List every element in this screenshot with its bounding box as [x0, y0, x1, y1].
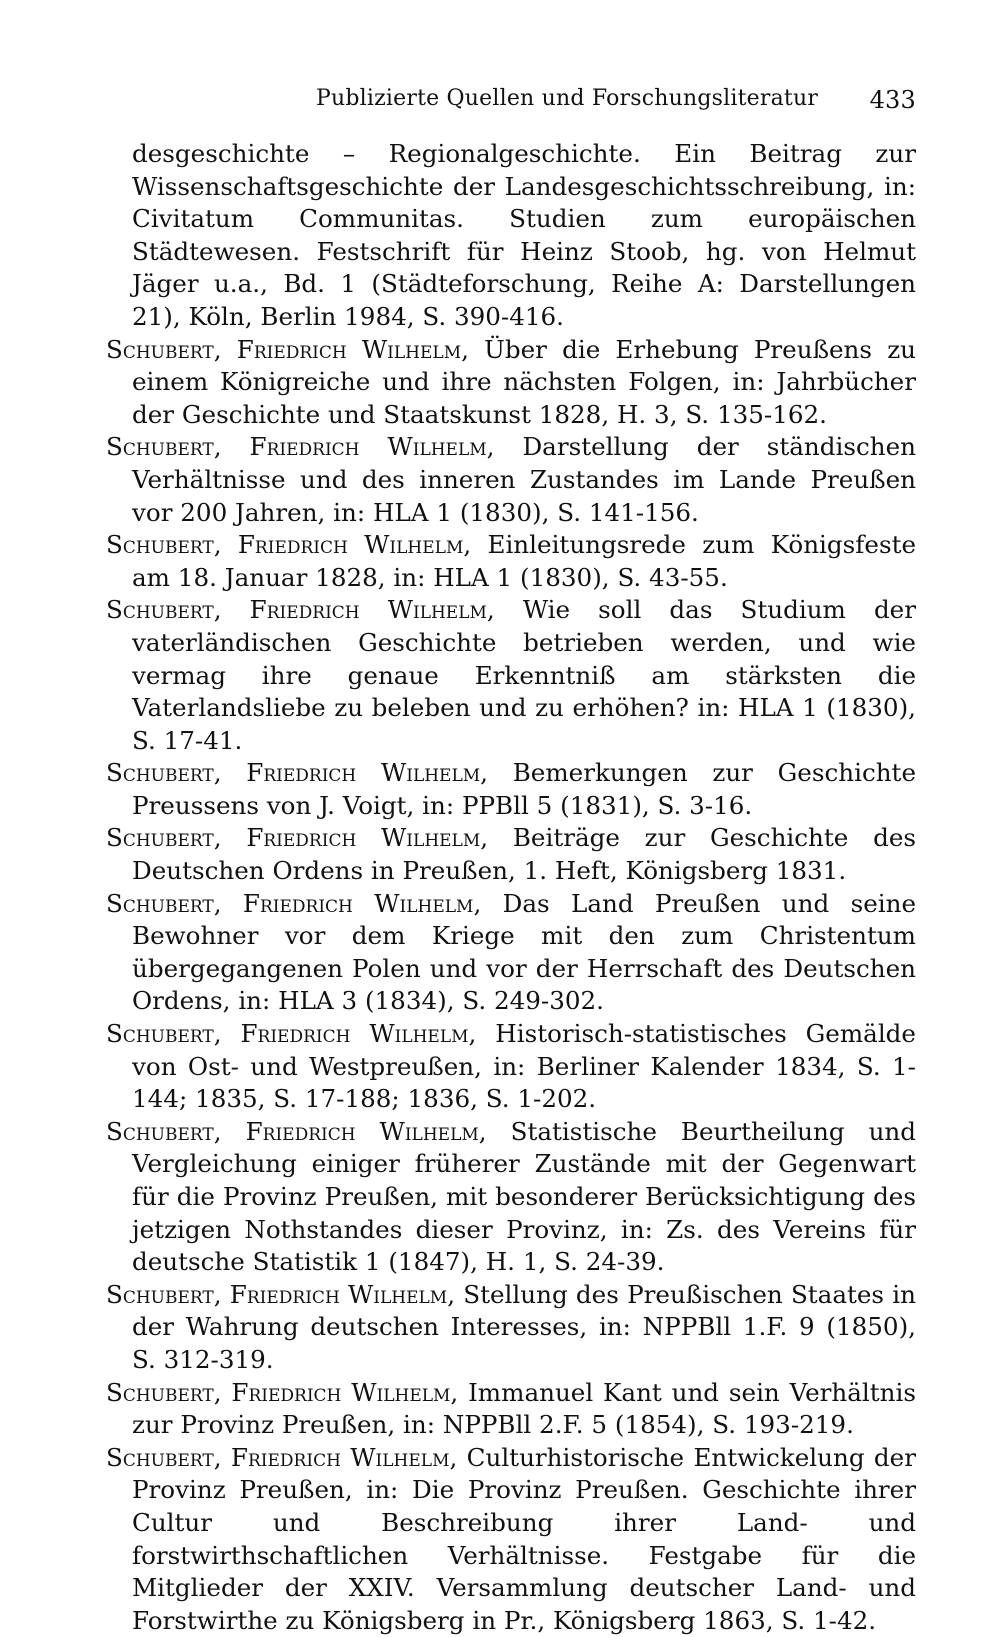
entry-author: Schubert, Friedrich Wilhelm, — [106, 1116, 487, 1146]
bibliography-entry — [106, 431, 916, 529]
bibliography-entry-continuation: desgeschichte – Regionalgeschichte. Ein Beitrag zur Wissenschaftsgeschichte der Landesgeschichtsschreibung, in: Civitatum Communitas. Studien zum europäischen Städtewesen. Festschrift für Heinz Stoob, hg. von Helmut Jäger u.a., Bd. 1 (Städteforschung, Reihe A: Darstellungen 21), Köln, Berlin 1984, S. 390-416. — [132, 139, 916, 331]
bibliography-entry — [106, 334, 916, 432]
bibliography-entry — [106, 822, 916, 887]
bibliography-list — [106, 138, 916, 1637]
entry-citation: Beiträge zur Geschichte des Deutschen Ordens in Preußen, 1. Heft, Königsberg 1831. — [132, 823, 916, 886]
entry-citation: Das Land Preußen und seine Bewohner vor dem Kriege mit den zum Christentum übergegangenen Polen und vor der Herrschaft des Deutschen Ordens, in: HLA 3 (1834), S. 249-302. — [132, 888, 917, 1016]
entry-author: Schubert, Friedrich Wilhelm, — [106, 888, 482, 918]
bibliography-entries — [106, 334, 916, 1637]
page-number: 433 — [869, 86, 916, 114]
entry-author: Schubert, Friedrich Wilhelm, — [106, 823, 489, 853]
entry-author: Schubert, Friedrich Wilhelm, — [106, 1442, 458, 1472]
entry-author: Schubert, Friedrich Wilhelm, — [106, 1377, 459, 1407]
bibliography-entry — [106, 1279, 916, 1377]
running-header-title: Publizierte Quellen und Forschungsliteratur — [316, 86, 819, 111]
entry-author: Schubert, Friedrich Wilhelm, — [106, 334, 469, 364]
entry-citation: Darstellung der ständischen Verhältnisse und des inneren Zustandes im Lande Preußen vor 200 Jahren, in: HLA 1 (1830), S. 141-156. — [132, 432, 916, 527]
entry-author: Schubert, Friedrich Wilhelm, — [106, 595, 495, 625]
entry-author: Schubert, Friedrich Wilhelm, — [106, 758, 488, 788]
entry-citation: Über die Erhebung Preußens zu einem Königreiche und ihre nächsten Folgen, in: Jahrbücher der Geschichte und Staatskunst 1828, H. 3, S. 135-162. — [132, 334, 916, 429]
bibliography-entry — [106, 529, 916, 594]
entry-citation: Culturhistorische Entwickelung der Provinz Preußen, in: Die Provinz Preußen. Geschichte ihrer Cultur und Beschreibung ihrer Land- und forstwirthschaftlichen Verhältnisse. Festgabe für die Mitglieder der XXIV. Versammlung deutscher Land- und Forstwirthe zu Königsberg in Pr., Königsberg 1863, S. 1-42. — [132, 1442, 916, 1635]
bibliography-entry — [106, 1377, 916, 1442]
entry-author: Schubert, Friedrich Wilhelm, — [106, 1019, 477, 1049]
entry-author: Schubert, Friedrich Wilhelm, — [106, 1279, 456, 1309]
bibliography-entry — [106, 757, 916, 822]
bibliography-entry — [106, 594, 916, 757]
entry-citation: Immanuel Kant und sein Verhältnis zur Provinz Preußen, in: NPPBll 2.F. 5 (1854), S. 193-219. — [132, 1377, 916, 1440]
entry-citation: Stellung des Preußischen Staates in der Wahrung deutschen Interesses, in: NPPBll 1.F. 9 (1850), S. 312-319. — [132, 1279, 916, 1374]
running-header — [106, 86, 916, 116]
entry-citation: Historisch-statistisches Gemälde von Ost- und Westpreußen, in: Berliner Kalender 1834, S. 1-144; 1835, S. 17-188; 1836, S. 1-202. — [132, 1019, 916, 1114]
entry-citation: Wie soll das Studium der vaterländischen Geschichte betrieben werden, und wie vermag ihre genaue Erkenntniß am stärksten die Vaterlandsliebe zu beleben und zu erhöhen? in: HLA 1 (1830), S. 17-41. — [132, 595, 916, 755]
entry-citation: Einleitungsrede zum Königsfeste am 18. Januar 1828, in: HLA 1 (1830), S. 43-55. — [132, 530, 917, 592]
bibliography-entry — [106, 888, 916, 1018]
entry-citation: Bemerkungen zur Geschichte Preussens von J. Voigt, in: PPBll 5 (1831), S. 3-16. — [132, 758, 916, 820]
entry-citation: Statistische Beurtheilung und Vergleichung einiger früherer Zustände mit der Gegenwart für die Provinz Preußen, mit besonderer Berücksichtigung des jetzigen Nothstandes dieser Provinz, in: Zs. des Vereins für deutsche Statistik 1 (1847), H. 1, S. 24-39. — [132, 1116, 916, 1277]
bibliography-entry — [106, 1018, 916, 1116]
entry-author: Schubert, Friedrich Wilhelm, — [106, 530, 472, 560]
bibliography-entry — [106, 1116, 916, 1279]
bibliography-entry — [106, 1442, 916, 1637]
entry-author: Schubert, Friedrich Wilhelm, — [106, 432, 495, 462]
